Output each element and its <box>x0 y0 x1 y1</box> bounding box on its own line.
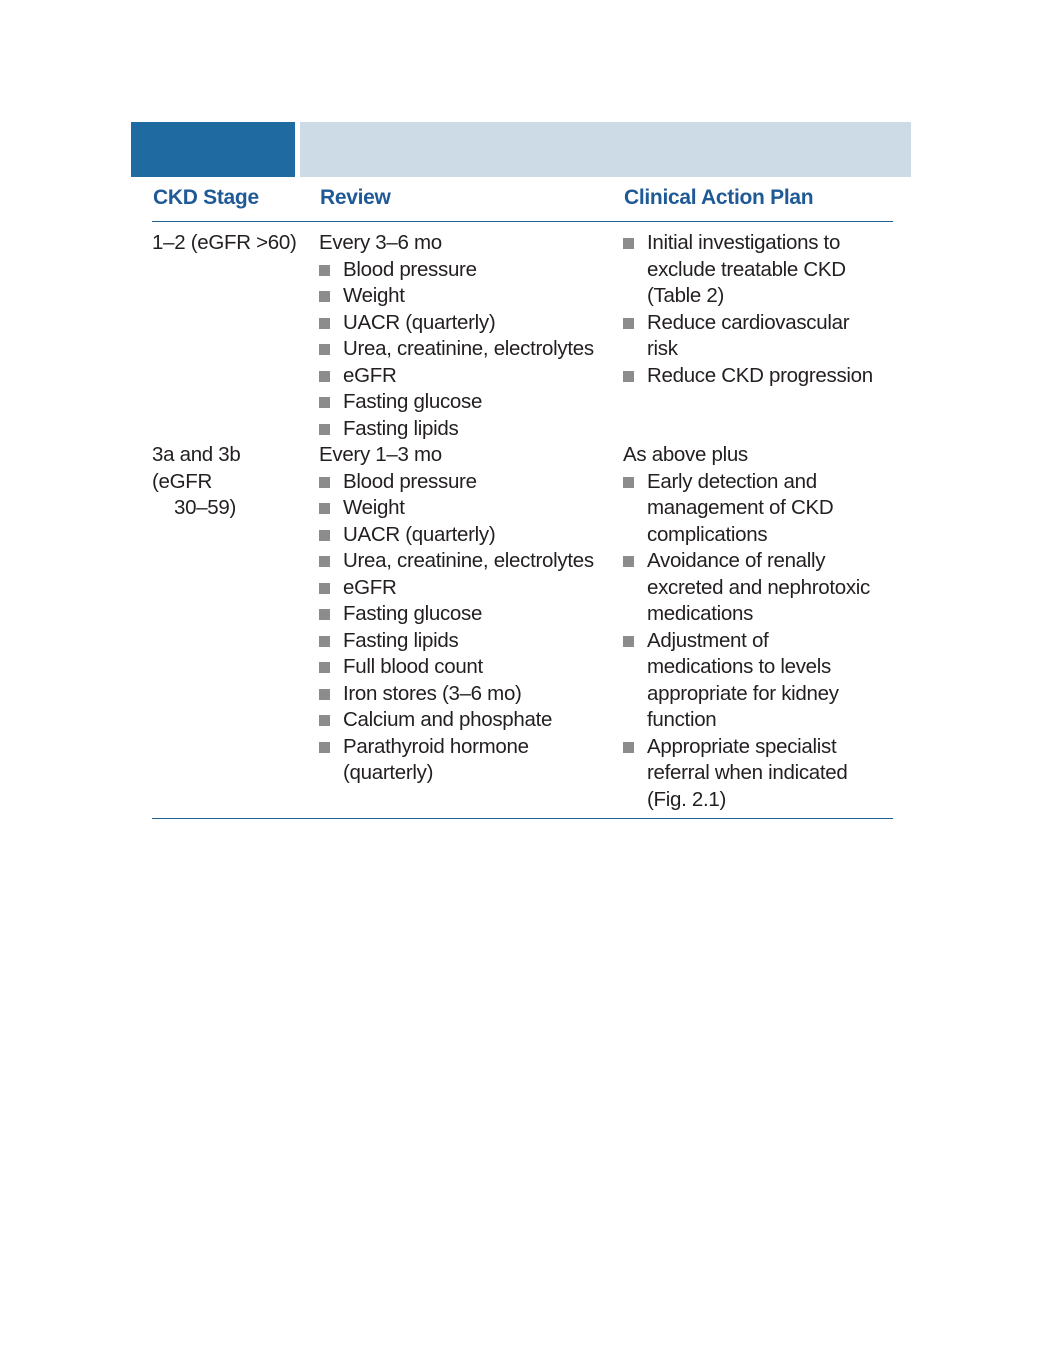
list-item: Weight <box>319 495 619 522</box>
review-frequency: Every 3–6 mo <box>319 231 442 254</box>
header-review: Review <box>320 186 391 209</box>
header-banner-light <box>300 122 911 177</box>
square-bullet-icon <box>319 503 330 514</box>
square-bullet-icon <box>623 636 634 647</box>
table-header <box>152 180 893 222</box>
list-item: Reduce cardiovascular risk <box>623 310 877 363</box>
header-banner-dark <box>131 122 295 177</box>
square-bullet-icon <box>623 556 634 567</box>
list-item: Urea, creatinine, electrolytes <box>319 548 619 575</box>
plan-intro: As above plus <box>623 443 748 466</box>
header-ckd-stage: CKD Stage <box>153 186 259 209</box>
list-item: Blood pressure <box>319 469 619 496</box>
list-item: Initial investigations to exclude treatable CKD (Table 2) <box>623 230 877 310</box>
square-bullet-icon <box>319 742 330 753</box>
stage-label: 1–2 (eGFR >60) <box>152 231 297 254</box>
list-item: Weight <box>319 283 619 310</box>
list-item: eGFR <box>319 363 619 390</box>
square-bullet-icon <box>319 371 330 382</box>
square-bullet-icon <box>319 344 330 355</box>
plan-cell <box>623 230 893 389</box>
square-bullet-icon <box>319 397 330 408</box>
square-bullet-icon <box>623 238 634 249</box>
list-item: Reduce CKD progression <box>623 363 893 390</box>
square-bullet-icon <box>623 742 634 753</box>
list-item: Appropriate specialist referral when indicated (Fig. 2.1) <box>623 734 872 814</box>
square-bullet-icon <box>319 291 330 302</box>
square-bullet-icon <box>319 609 330 620</box>
square-bullet-icon <box>319 530 330 541</box>
square-bullet-icon <box>623 371 634 382</box>
list-item: eGFR <box>319 575 619 602</box>
square-bullet-icon <box>319 424 330 435</box>
ckd-table <box>152 180 893 812</box>
list-item: Parathyroid hormone (quarterly) <box>319 734 543 787</box>
table-row <box>152 442 893 812</box>
square-bullet-icon <box>319 636 330 647</box>
square-bullet-icon <box>319 662 330 673</box>
square-bullet-icon <box>623 318 634 329</box>
list-item: Fasting glucose <box>319 601 619 628</box>
review-frequency: Every 1–3 mo <box>319 443 442 466</box>
square-bullet-icon <box>319 265 330 276</box>
list-item: Full blood count <box>319 654 619 681</box>
stage-label-continued: 30–59) <box>174 496 237 519</box>
list-item: Early detection and management of CKD complications <box>623 469 857 549</box>
list-item: Fasting lipids <box>319 628 619 655</box>
review-cell <box>319 442 619 787</box>
square-bullet-icon <box>319 715 330 726</box>
list-item: Avoidance of renally excreted and nephrotoxic medications <box>623 548 887 628</box>
list-item: Iron stores (3–6 mo) <box>319 681 619 708</box>
square-bullet-icon <box>319 583 330 594</box>
list-item: Fasting glucose <box>319 389 619 416</box>
table-bottom-rule <box>152 818 893 819</box>
list-item: Fasting lipids <box>319 416 619 443</box>
header-clinical-action-plan: Clinical Action Plan <box>624 186 814 209</box>
stage-label: 3a and 3b (eGFR <box>152 443 241 493</box>
list-item: UACR (quarterly) <box>319 522 619 549</box>
square-bullet-icon <box>319 318 330 329</box>
list-item: Calcium and phosphate <box>319 707 619 734</box>
square-bullet-icon <box>319 556 330 567</box>
square-bullet-icon <box>319 689 330 700</box>
list-item: UACR (quarterly) <box>319 310 619 337</box>
stage-cell <box>152 230 302 257</box>
review-cell <box>319 230 619 442</box>
list-item: Urea, creatinine, electrolytes <box>319 336 619 363</box>
list-item: Blood pressure <box>319 257 619 284</box>
square-bullet-icon <box>623 477 634 488</box>
square-bullet-icon <box>319 477 330 488</box>
stage-cell <box>152 442 302 522</box>
table-row <box>152 230 893 442</box>
plan-cell <box>623 442 893 813</box>
list-item: Adjustment of medications to levels appropriate for kidney function <box>623 628 857 734</box>
